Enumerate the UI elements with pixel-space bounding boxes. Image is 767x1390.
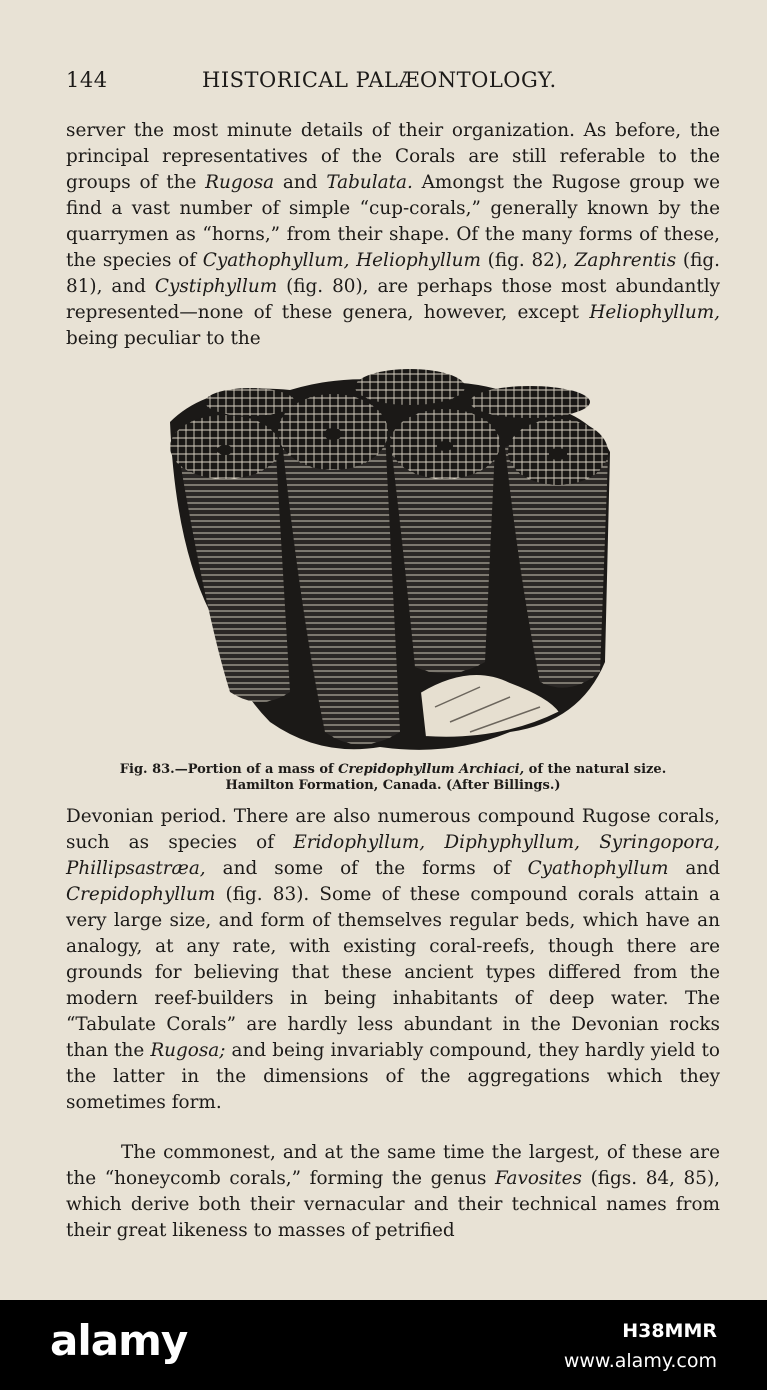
running-title: HISTORICAL PALÆONTOLOGY. [202, 68, 557, 92]
paragraph-3: The commonest, and at the same time the largest, of these are the “honeycomb corals,” forming the genus Favosites (figs. 84, 85), which derive both their vernacular and their technical names from their great likeness to masses of petrified [66, 1142, 720, 1241]
italic-term: Eridophyllum, Diphyphyllum, Syringopora, Phillipsastræa, [66, 832, 720, 879]
paragraph-1: server the most minute details of their organization. As before, the principal representatives of the Corals are still referable to the groups of the Rugosa and Tabulata. Amongst the Rugose group we find a vast number of simple “cup-corals,” generally known by the quarrymen as “horns,” from their shape. Of the many forms of these, the species of Cyathophyllum, Heliophyllum (fig. 82), Zaphrentis (fig. 81), and Cystiphyllum (fig. 80), are perhaps those most abundantly represented—none of these genera, however, except Heliophyllum, being peculiar to the [66, 120, 720, 349]
alamy-logo: alamy [50, 1316, 188, 1365]
italic-term: Heliophyllum, [589, 302, 720, 323]
italic-term: Cystiphyllum [154, 276, 278, 297]
caption-species: Crepidophyllum Archiaci, [338, 762, 525, 777]
coral-column [170, 415, 290, 702]
italic-term: Zaphrentis [574, 250, 677, 271]
page-header [66, 66, 720, 96]
caption-line-2: Hamilton Formation, Canada. (After Billings.) [225, 778, 561, 793]
stock-photo-footer [0, 1300, 767, 1390]
site-url: www.alamy.com [563, 1350, 717, 1372]
italic-term: Rugosa; [150, 1040, 226, 1061]
italic-term: Cyathophyllum [527, 858, 669, 879]
coral-illustration [150, 362, 620, 762]
paragraph-2: Devonian period. There are also numerous compound Rugose corals, such as species of Eridophyllum, Diphyphyllum, Syringopora, Phillipsastræa, and some of the forms of Cyathophyllum and Crepidophyllum (fig. 83). Some of these compound corals attain a very large size, and form of themselves regular beds, which have an analogy, at any rate, with existing coral-reefs, though there are grounds for believing that these ancient types differed from the modern reef-builders in being inhabitants of deep water. The “Tabulate Corals” are hardly less abundant in the Devonian rocks than the Rugosa; and being invariably compound, they hardly yield to the latter in the dimensions of the aggregations which they sometimes form. [66, 806, 720, 1113]
italic-term: Favosites [495, 1168, 582, 1189]
italic-term: Rugosa [205, 172, 275, 193]
page-number: 144 [66, 68, 108, 92]
figure-caption: Fig. 83.—Portion of a mass of Crepidophyllum Archiaci, of the natural size. Hamilton Formation, Canada. (After Billings.) [66, 762, 720, 794]
italic-term: Tabulata. [326, 172, 413, 193]
image-id: H38MMR [622, 1320, 717, 1342]
italic-term: Cyathophyllum, Heliophyllum [202, 250, 481, 271]
italic-term: Crepidophyllum [66, 884, 216, 905]
